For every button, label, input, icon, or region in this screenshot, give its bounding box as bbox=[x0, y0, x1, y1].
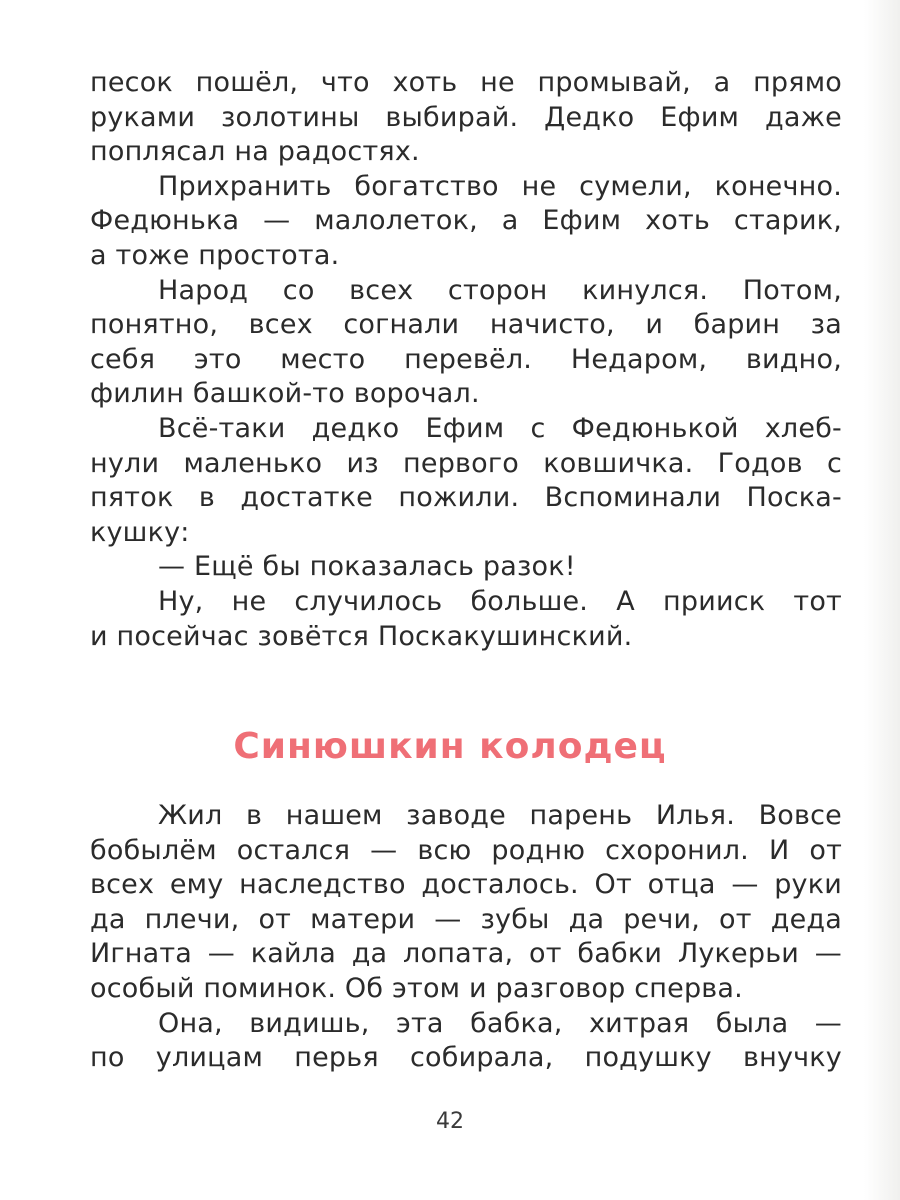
story-ending-text bbox=[90, 66, 842, 654]
text-line: всех ему наследство досталось. От отца — руки bbox=[90, 869, 842, 901]
text-line: Всё-таки дедко Ефим с Федюнькой хлеб- bbox=[158, 412, 842, 444]
text-line: песок пошёл, что хоть не промывай, а прямо bbox=[90, 67, 842, 98]
text-line: Игната — кайла да лопата, от бабки Лукерьи — bbox=[90, 938, 842, 970]
text-line: руками золотины выбирай. Дедко Ефим даже bbox=[90, 101, 842, 133]
text-line: особый поминок. Об этом и разговор сперва. bbox=[90, 972, 743, 1004]
text-line: Ну, не случилось больше. А прииск тот bbox=[158, 585, 842, 617]
text-line: понятно, всех согнали начисто, и барин за bbox=[90, 309, 842, 341]
text-line: Народ со всех сторон кинулся. Потом, bbox=[158, 274, 842, 306]
text-line: кушку: bbox=[90, 516, 190, 548]
text-line: бобылём остался — всю родню схоронил. И от bbox=[90, 834, 842, 866]
text-line: — Ещё бы показалась разок! bbox=[158, 551, 576, 583]
text-line: поплясал на радостях. bbox=[90, 136, 420, 168]
text-line: и посейчас зовётся Поскакушинский. bbox=[90, 620, 633, 652]
text-line: Прихранить богатство не сумели, конечно. bbox=[158, 170, 842, 202]
text-line: нули маленько из первого ковшичка. Годов с bbox=[90, 447, 842, 479]
text-line: по улицам перья собирала, подушку внучку bbox=[90, 1042, 842, 1074]
text-line: Жил в нашем заводе парень Илья. Вовсе bbox=[158, 800, 842, 831]
chapter-text bbox=[90, 799, 842, 1076]
text-line: а тоже простота. bbox=[90, 239, 340, 271]
text-line: да плечи, от матери — зубы да речи, от деда bbox=[90, 903, 842, 935]
text-line: Она, видишь, эта бабка, хитрая была — bbox=[158, 1007, 842, 1039]
text-line: пяток в достатке пожили. Вспоминали Поска- bbox=[90, 482, 842, 514]
text-line: себя это место перевёл. Недаром, видно, bbox=[90, 343, 842, 375]
chapter-title: Синюшкин колодец bbox=[233, 726, 667, 767]
page-number: 42 bbox=[436, 1109, 464, 1134]
text-line: Федюнька — малолеток, а Ефим хоть старик, bbox=[90, 205, 842, 237]
text-line: филин башкой-то ворочал. bbox=[90, 378, 480, 410]
